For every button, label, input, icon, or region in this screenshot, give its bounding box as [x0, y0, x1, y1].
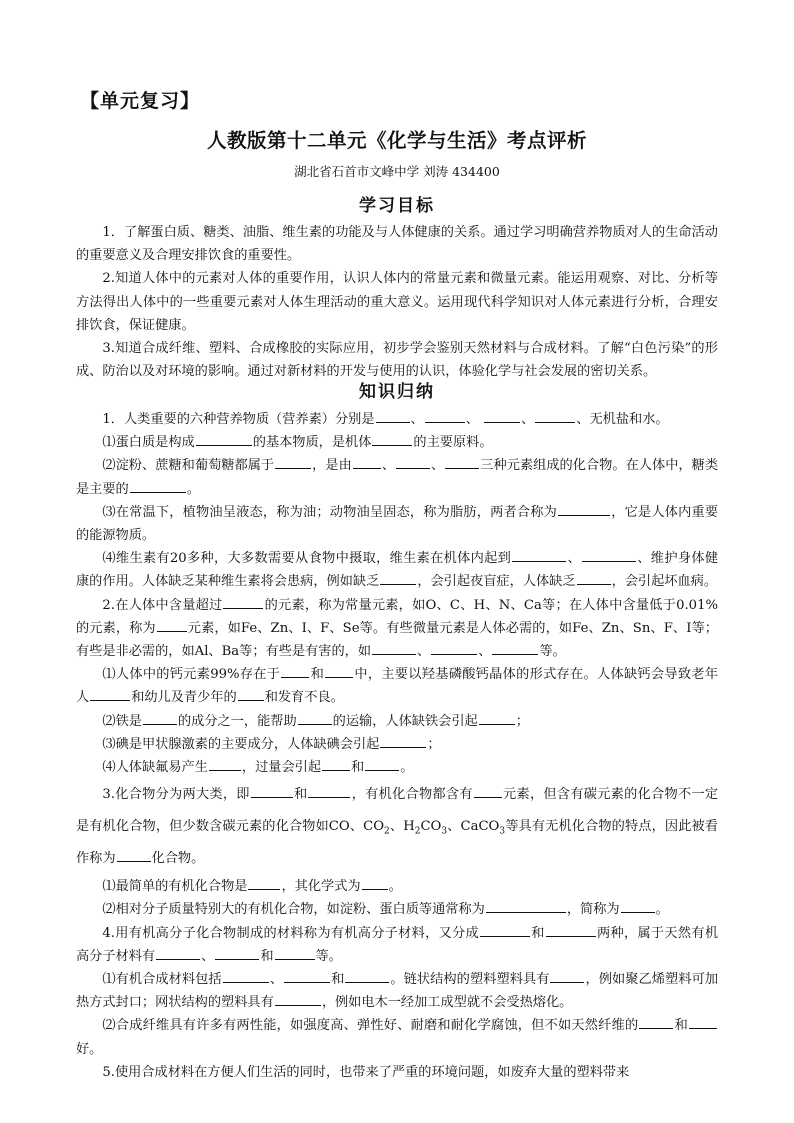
answer-blank[interactable]: [281, 664, 309, 678]
knowledge-item-2-2: ⑵铁是 的成分之一，能帮助 的运输，人体缺铁会引起 ；: [76, 710, 718, 733]
objective-3: 3.知道合成纤维、塑料、合成橡胶的实际应用，初步学会鉴别天然材料与合成材料。了解“白色污染”的形成、防治以及对环境的影响。通过对新材料的开发与使用的认识，体验化学与社会发展的密切关系。: [76, 341, 718, 380]
objective-2: 2.知道人体中的元素对人体的重要作用，认识人体内的常量元素和微量元素。能运用观察、对比、分析等方法得出人体中的一些重要元素对人体生理活动的重大意义。运用现代科学知识对人体元素进行分析，合理安排饮食，保证健康。: [76, 271, 718, 333]
objectives-block: [76, 221, 718, 383]
answer-blank[interactable]: [512, 548, 566, 562]
answer-blank[interactable]: [196, 432, 252, 446]
answer-blank[interactable]: [372, 641, 416, 655]
answer-blank[interactable]: [689, 1015, 717, 1029]
answer-blank[interactable]: [251, 784, 293, 798]
answer-blank[interactable]: [480, 923, 530, 937]
answer-blank[interactable]: [380, 571, 416, 585]
answer-blank[interactable]: [353, 455, 381, 469]
knowledge-item-1-2: ⑵淀粉、蔗糖和葡萄糖都属于 ，是由 、 、 三种元素组成的化合物。在人体中，糖类是主要的 。: [76, 454, 718, 500]
answer-blank[interactable]: [484, 409, 520, 423]
answer-blank[interactable]: [535, 409, 575, 423]
knowledge-item-1-4: ⑷维生素有20多种，大多数需要从食物中摄取，维生素在机体内起到 、 、维护身体健康的作用。人体缺乏某种维生素将会患病，例如缺乏 ，会引起夜盲症，人体缺乏 ，会引起坏血病。: [76, 547, 718, 593]
answer-blank[interactable]: [117, 848, 151, 862]
answer-blank[interactable]: [376, 409, 410, 423]
answer-blank[interactable]: [479, 711, 515, 725]
answer-blank[interactable]: [322, 757, 350, 771]
knowledge-item-1-3: ⑶在常温下，植物油呈液态，称为油；动物油呈固态，称为脂肪，两者合称为 ，它是人体内重要的能源物质。: [76, 501, 718, 547]
answer-blank[interactable]: [492, 641, 538, 655]
knowledge-item-2: 2.在人体中含量超过 的元素，称为常量元素，如O、C、H、N、Ca等；在人体中含量低于0.01%的元素，称为 元素，如Fe、Zn、I、F、Se等。有些微量元素是人体必需的，如Fe、Zn、Sn、F、I等；有些是非必需的，如Al、Ba等；有些是有害的，如 、 、 等。: [76, 594, 718, 664]
answer-blank[interactable]: [143, 711, 177, 725]
answer-blank[interactable]: [275, 455, 311, 469]
answer-blank[interactable]: [238, 687, 264, 701]
knowledge-item-1: 1．人类重要的六种营养物质（营养素）分别是 、 、 、 、无机盐和水。: [76, 408, 718, 431]
objective-1: 1．了解蛋白质、糖类、油脂、维生素的功能及与人体健康的关系。通过学习明确营养物质对人的生命活动的重要意义及合理安排饮食的重要性。: [76, 225, 718, 264]
answer-blank[interactable]: [215, 946, 259, 960]
answer-blank[interactable]: [445, 455, 479, 469]
answer-blank[interactable]: [223, 595, 263, 609]
knowledge-item-3-2: ⑵相对分子质量特别大的有机化合物，如淀粉、蛋白质等通常称为 ，简称为 。: [76, 898, 718, 921]
answer-blank[interactable]: [365, 757, 399, 771]
answer-blank[interactable]: [546, 923, 596, 937]
answer-blank[interactable]: [156, 946, 200, 960]
knowledge-item-3-1: ⑴最简单的有机化合物是 ，其化学式为 。: [76, 875, 718, 898]
knowledge-item-4: 4.用有机高分子化合物制成的材料称为有机高分子材料，又分成 和 两种，属于天然有机高分子材料有 、 和 等。: [76, 922, 718, 968]
knowledge-item-4-1: ⑴有机合成材料包括 、 和 。链状结构的塑料塑料具有 ，例如聚乙烯塑料可加热方式封口；网状结构的塑料具有 ，例如电木一经加工成型就不会受热熔化。: [76, 968, 718, 1014]
knowledge-item-4-2: ⑵合成纤维具有许多有两性能，如强度高、弹性好、耐磨和耐化学腐蚀，但不如天然纤维的 和好。: [76, 1014, 718, 1060]
answer-blank[interactable]: [577, 571, 611, 585]
answer-blank[interactable]: [275, 946, 315, 960]
answer-blank[interactable]: [325, 664, 353, 678]
answer-blank[interactable]: [298, 711, 332, 725]
answer-blank[interactable]: [621, 899, 655, 913]
answer-blank[interactable]: [425, 409, 465, 423]
answer-blank[interactable]: [209, 757, 241, 771]
answer-blank[interactable]: [223, 969, 269, 983]
answer-blank[interactable]: [90, 687, 130, 701]
knowledge-block: [76, 408, 718, 1084]
answer-blank[interactable]: [362, 876, 388, 890]
answer-blank[interactable]: [396, 455, 430, 469]
answer-blank[interactable]: [558, 502, 610, 516]
page-title: 人教版第十二单元《化学与生活》考点评析: [206, 129, 587, 152]
objectives-heading: 学习目标: [359, 196, 435, 216]
answer-blank[interactable]: [248, 876, 280, 890]
answer-blank[interactable]: [275, 992, 321, 1006]
knowledge-item-3: 3.化合物分为两大类，即 和 ，有机化合物都含有 元素，但含有碳元素的化合物不一定是有机化合物，但少数含碳元素的化合物如CO、$CO_2$、$H_2CO_3$、CaCO$_3$等具有无机化合物的特点，因此被看作称为 化合物。: [76, 779, 718, 875]
answer-blank[interactable]: [582, 548, 636, 562]
answer-blank[interactable]: [130, 479, 186, 493]
answer-blank[interactable]: [284, 969, 330, 983]
answer-blank[interactable]: [380, 734, 426, 748]
author-line: 湖北省石首市文峰中学 刘涛 434400: [294, 164, 500, 179]
answer-blank[interactable]: [345, 969, 389, 983]
answer-blank[interactable]: [639, 1015, 673, 1029]
answer-blank[interactable]: [431, 641, 477, 655]
knowledge-item-2-1: ⑴人体中的钙元素99%存在于 和 中，主要以羟基磷酸钙晶体的形式存在。人体缺钙会导致老年人 和幼儿及青少年的 和发育不良。: [76, 663, 718, 709]
knowledge-item-5: 5.使用合成材料在方便人们生活的同时，也带来了严重的环境问题，如废弃大量的塑料带来: [102, 1064, 630, 1080]
section-tag: 【单元复习】: [80, 90, 201, 112]
knowledge-item-2-4: ⑷人体缺氟易产生 ，过量会引起 和 。: [76, 756, 718, 779]
answer-blank[interactable]: [550, 969, 584, 983]
answer-blank[interactable]: [372, 432, 412, 446]
answer-blank[interactable]: [486, 899, 566, 913]
answer-blank[interactable]: [308, 784, 350, 798]
answer-blank[interactable]: [474, 784, 502, 798]
knowledge-item-1-1: ⑴蛋白质是构成 的基本物质，是机体 的主要原料。: [76, 431, 718, 454]
knowledge-heading: 知识归纳: [359, 382, 435, 402]
answer-blank[interactable]: [157, 618, 187, 632]
knowledge-item-2-3: ⑶碘是甲状腺激素的主要成分，人体缺碘会引起 ；: [76, 733, 718, 756]
